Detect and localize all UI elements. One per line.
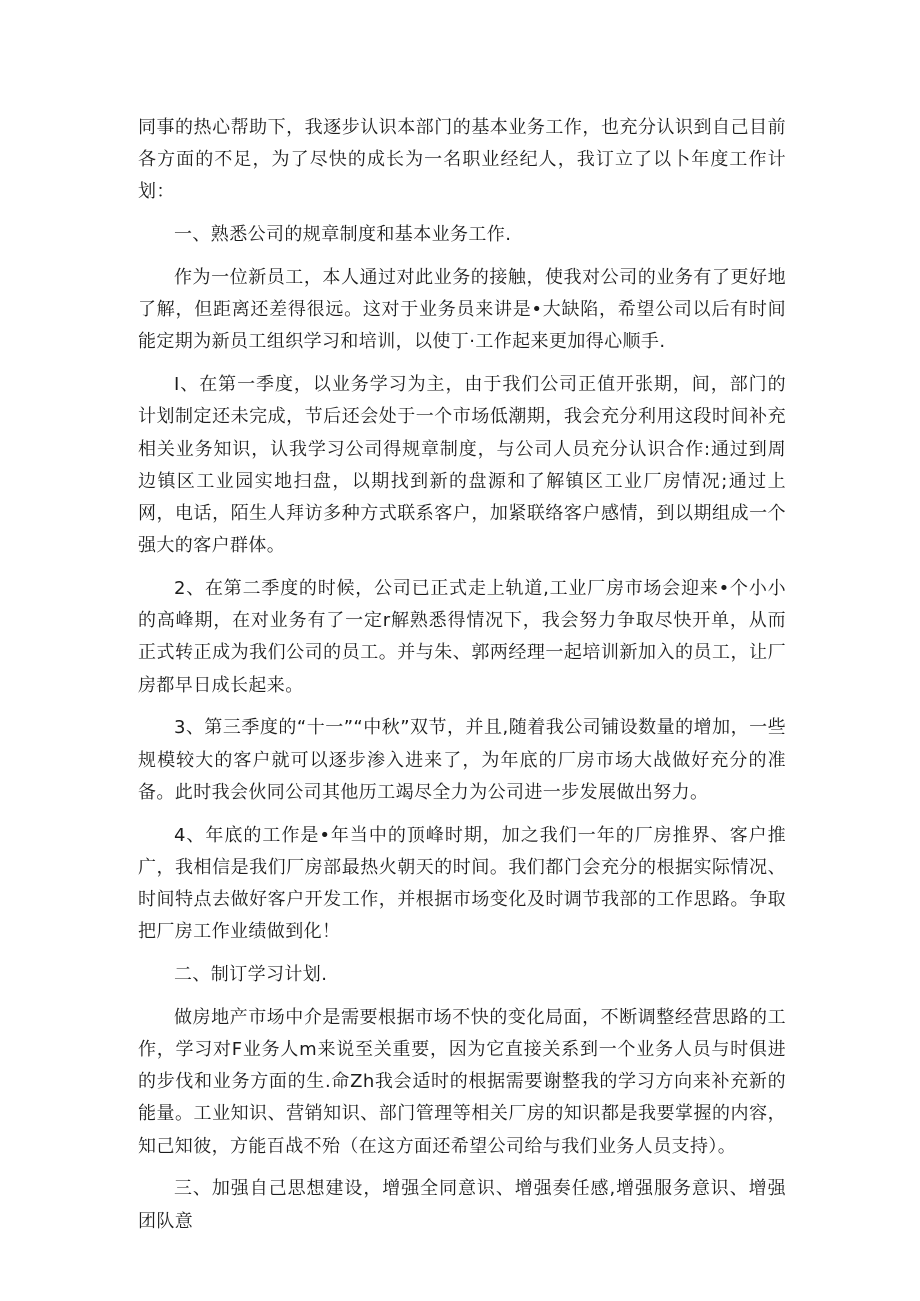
plan-item-q1: I、在第一季度，以业务学习为主，由于我们公司正值开张期，间，部门的计划制定还未完成，节后还会处于一个市场低潮期，我会充分利用这段时间补充相关业务知识，认我学习公司得规章制度，与公司人员充分认识合作:通过到周边镇区工业园实地扫盘，以期找到新的盘源和了解镇区工业厂房情况;通过上网，电话，陌生人拜访多种方式联系客户，加紧联络客户感情，到以期组成一个强大的客户群体。 — [138, 374, 786, 557]
document-body — [138, 112, 786, 1248]
plan-item-q4: 4、年底的工作是•年当中的顶峰时期，加之我们一年的厂房推界、客户推广，我相信是我们厂房部最热火朝天的时间。我们都门会充分的根据实际情况、时间特点去做好客户开发工作，并根据市场变化及时调节我部的工作思路。争取把厂房工作业绩做到化！ — [138, 824, 786, 943]
paragraph-study: 做房地产市场中介是需要根据市场不快的变化局面，不断调整经营思路的工作，学习对F业务人m来说至关重要，因为它直接关系到一个业务人员与时俱进的步伐和业务方面的生.命Zh我会适时的根据需要谢整我的学习方向来补充新的能量。工业知识、营销知识、部门管理等相关厂房的知识都是我要掌握的内容，知己知彼，方能百战不殆（在这方面还希望公司给与我们业务人员支持）。 — [138, 1006, 786, 1157]
paragraph-2: 作为一位新员工，本人通过对此业务的接触，使我对公司的业务有了更好地了解，但距离还差得很远。这对于业务员来讲是•大缺陷，希望公司以后有时间能定期为新员工组织学习和培训，以使丁·工作起来更加得心顺手. — [138, 267, 786, 353]
plan-item-q3: 3、第三季度的“十一”“中秋”双节，并且,随着我公司铺设数量的增加，一些规模较大的客户就可以逐步渗入进来了，为年底的厂房市场大战做好充分的准备。此时我会伙同公司其他历工竭尽全力为公司进一步发展做出努力。 — [138, 717, 786, 803]
paragraph-1: 同事的热心帮助下，我逐步认识本部门的基本业务工作，也充分认识到自己目前各方面的不足，为了尽快的成长为一名职业经纪人，我订立了以卜年度工作计划： — [138, 117, 786, 203]
section-heading-2: 二、制订学习计划. — [174, 964, 328, 986]
section-heading-1: 一、熟悉公司的规章制度和基本业务工作. — [174, 224, 512, 246]
section-heading-3: 三、加强自己思想建设，增强全同意识、增强奏任感,增强服务意识、增强团队意 — [138, 1178, 786, 1232]
plan-item-q2: 2、在第二季度的时候，公司已正式走上轨道,工业厂房市场会迎来•个小小的高峰期，在对业务有了一定r解熟悉得情况下，我会努力争取尽快开单，从而正式转正成为我们公司的员工。并与朱、郭两经理一起培训新加入的员工，让厂房都早日成长起来。 — [138, 578, 786, 696]
